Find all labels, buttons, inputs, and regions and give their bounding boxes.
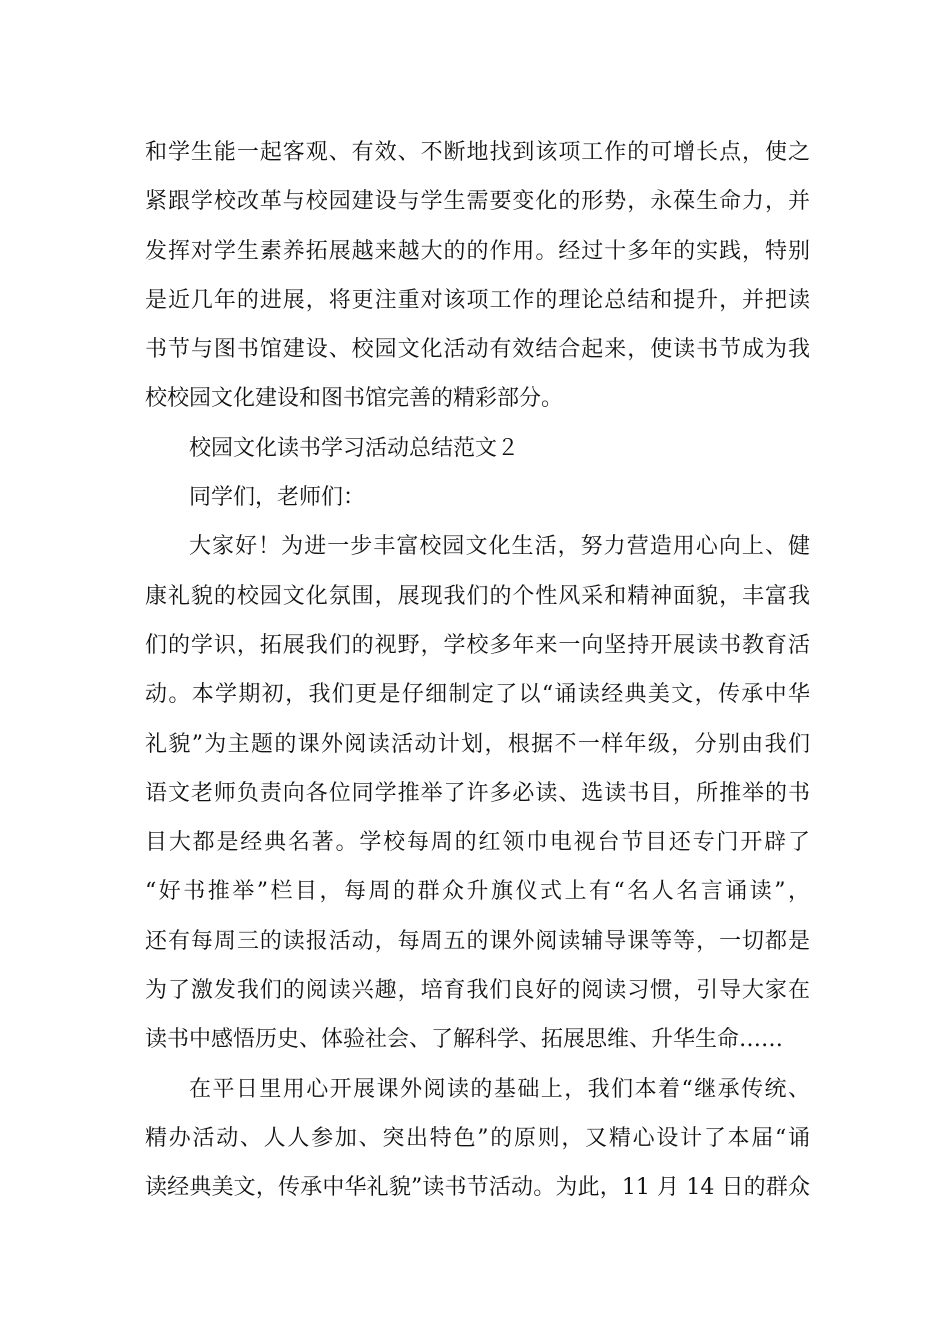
paragraph-line: 紧跟学校改革与校园建设与学生需要变化的形势，永葆生命力，并 (145, 189, 810, 215)
paragraph-1 (145, 128, 810, 424)
paragraph-line: 们的学识，拓展我们的视野，学校多年来一向坚持开展读书教育活 (145, 632, 810, 658)
paragraph-line: 动。本学期初，我们更是仔细制定了以“诵读经典美文，传承中华 (145, 682, 810, 708)
paragraph-line: 目大都是经典名著。学校每周的红领巾电视台节目还专门开辟了 (145, 830, 810, 856)
paragraph-line: 发挥对学生素养拓展越来越大的的作用。经过十多年的实践，特别 (145, 238, 810, 264)
paragraph-line: “好书推举”栏目，每周的群众升旗仪式上有“名人名言诵读”， (145, 879, 810, 905)
document-body (145, 128, 810, 1213)
paragraph-line: 还有每周三的读报活动，每周五的课外阅读辅导课等等，一切都是 (145, 928, 810, 954)
paragraph-line: 在平日里用心开展课外阅读的基础上，我们本着“继承传统、 (189, 1076, 810, 1102)
paragraph-line: 读书中感悟历史、体验社会、了解科学、拓展思维、升华生命…… (145, 1027, 784, 1053)
paragraph-line: 书节与图书馆建设、校园文化活动有效结合起来，使读书节成为我 (145, 337, 810, 363)
salutation: 同学们，老师们： (189, 485, 366, 511)
paragraph-line: 校校园文化建设和图书馆完善的精彩部分。 (145, 386, 564, 412)
paragraph-2 (145, 522, 810, 1064)
paragraph-line: 语文老师负责向各位同学推举了许多必读、选读书目，所推举的书 (145, 780, 810, 806)
paragraph-line: 礼貌”为主题的课外阅读活动计划，根据不一样年级，分别由我们 (145, 731, 810, 757)
section-title: 校园文化读书学习活动总结范文２ (189, 435, 520, 461)
paragraph-line: 是近几年的进展，将更注重对该项工作的理论总结和提升，并把读 (145, 287, 810, 313)
paragraph-line: 精办活动、人人参加、突出特色”的原则，又精心设计了本届“诵 (145, 1125, 810, 1151)
paragraph-line: 读经典美文，传承中华礼貌”读书节活动。为此，11 月 14 日的群众 (145, 1175, 810, 1201)
paragraph-line: 和学生能一起客观、有效、不断地找到该项工作的可增长点，使之 (145, 140, 810, 165)
paragraph-line: 为了激发我们的阅读兴趣，培育我们良好的阅读习惯，引导大家在 (145, 978, 810, 1004)
paragraph-line: 大家好！为进一步丰富校园文化生活，努力营造用心向上、健 (189, 534, 810, 560)
paragraph-line: 康礼貌的校园文化氛围，展现我们的个性风采和精神面貌，丰富我 (145, 583, 810, 609)
paragraph-3 (145, 1065, 810, 1213)
